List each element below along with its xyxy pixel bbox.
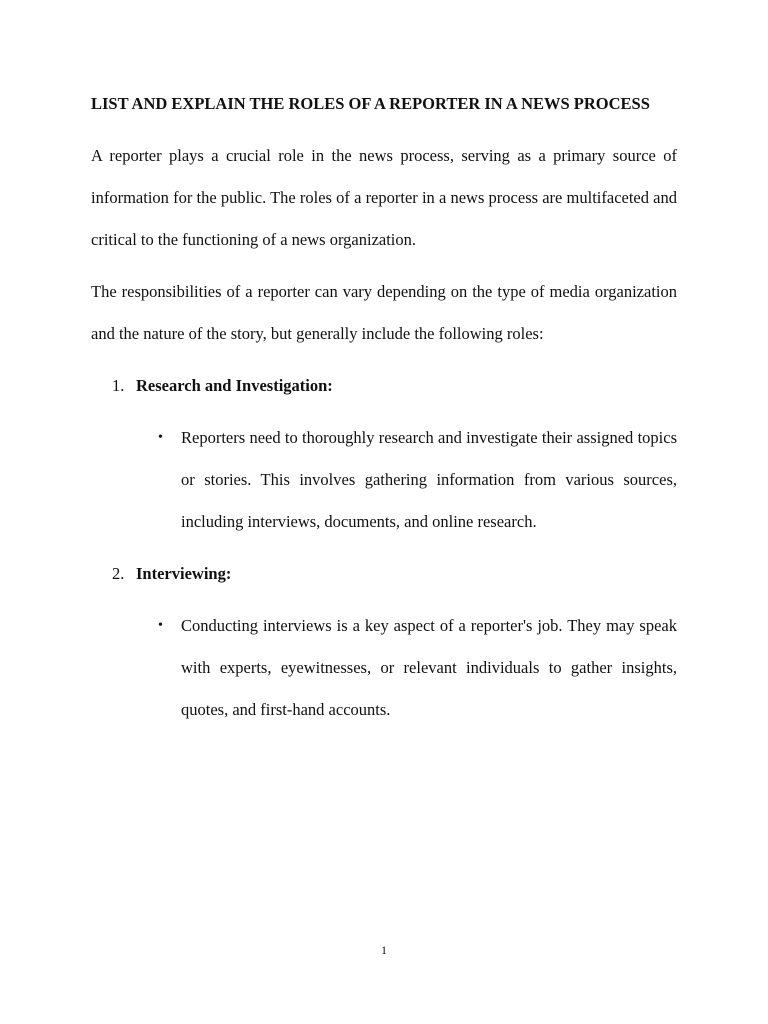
role-section-research — [91, 365, 677, 407]
page-number: 1 — [381, 943, 387, 957]
role-heading: Research and Investigation: — [136, 376, 333, 395]
role-heading: Interviewing: — [136, 564, 232, 583]
role-bullet-interviewing — [158, 605, 677, 731]
role-number: 1. — [112, 376, 125, 395]
responsibilities-paragraph: The responsibilities of a reporter can vary depending on the type of media organization and the nature of the story, but generally include the following roles: — [91, 282, 677, 343]
document-title: LIST AND EXPLAIN THE ROLES OF A REPORTER IN A NEWS PROCESS — [91, 94, 650, 113]
intro-paragraph: A reporter plays a crucial role in the news process, serving as a primary source of information for the public. The roles of a reporter in a news process are multifaceted and critical to the functioning of a news organization. — [91, 146, 677, 249]
bullet-icon: • — [158, 430, 163, 445]
document-body — [91, 83, 677, 731]
role-number: 2. — [112, 564, 125, 583]
role-bullet-research — [158, 417, 677, 543]
role-section-interviewing — [91, 553, 677, 595]
bullet-icon: • — [158, 618, 163, 633]
role-description: Reporters need to thoroughly research and investigate their assigned topics or stories. This involves gathering information from various sources, including interviews, documents, and online research. — [181, 428, 677, 531]
role-description: Conducting interviews is a key aspect of a reporter's job. They may speak with experts, eyewitnesses, or relevant individuals to gather insights, quotes, and first-hand accounts. — [181, 616, 677, 719]
